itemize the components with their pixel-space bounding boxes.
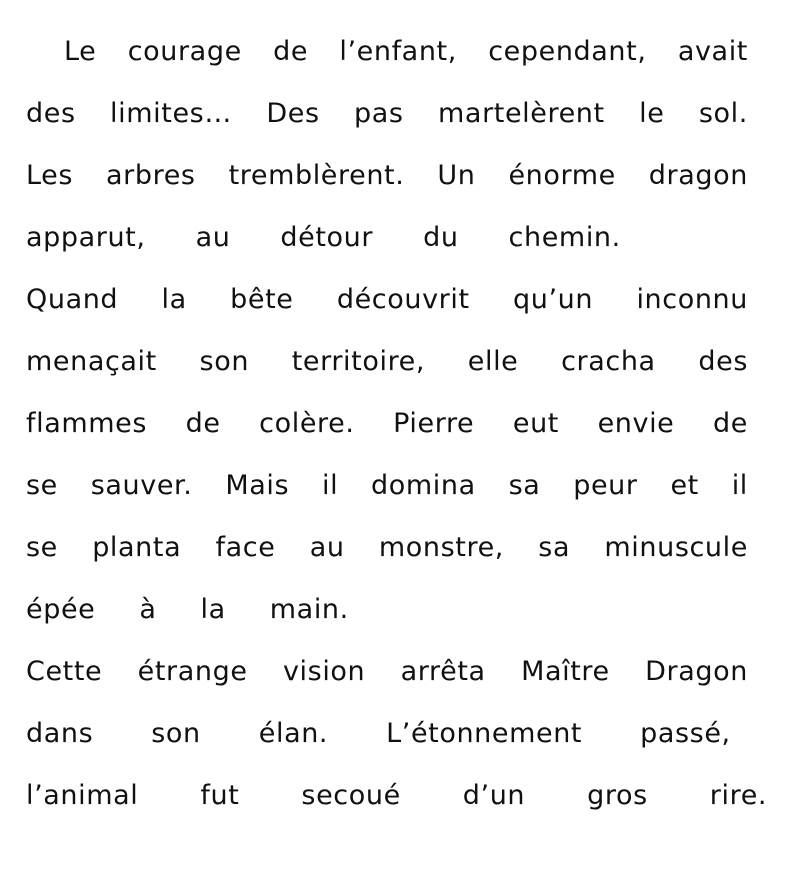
word: dragon	[648, 159, 748, 191]
word: la	[200, 593, 226, 625]
word: gros	[587, 779, 648, 811]
word: L’étonnement	[386, 717, 583, 749]
word: son	[199, 345, 250, 377]
word: épée	[26, 593, 96, 625]
word: vision	[282, 655, 366, 687]
text-line	[26, 268, 748, 330]
word: il	[731, 469, 748, 501]
word: cracha	[561, 345, 656, 377]
text-line	[26, 206, 748, 268]
text-line	[26, 392, 748, 454]
word: Un	[437, 159, 476, 191]
word: martelèrent	[438, 97, 605, 129]
word: pas	[354, 97, 404, 129]
word: il	[321, 469, 339, 501]
word: monstre,	[378, 531, 504, 563]
word: flammes	[26, 407, 148, 439]
word: limites…	[110, 97, 232, 129]
word: planta	[92, 531, 182, 563]
word: d’un	[462, 779, 526, 811]
text-line	[26, 702, 748, 764]
story-text	[26, 20, 768, 826]
word: courage	[127, 35, 242, 67]
word: l’enfant,	[339, 35, 457, 67]
word: secoué	[301, 779, 401, 811]
word: de	[273, 35, 309, 67]
word: face	[215, 531, 276, 563]
word: inconnu	[636, 283, 748, 315]
word: se	[26, 531, 58, 563]
word: main.	[269, 593, 349, 625]
word: menaçait	[26, 345, 157, 377]
word: détour	[280, 221, 374, 253]
word: élan.	[258, 717, 329, 749]
word: Dragon	[645, 655, 748, 687]
word: au	[195, 221, 231, 253]
word: domina	[371, 469, 476, 501]
word: sa	[538, 531, 571, 563]
word: dans	[26, 717, 94, 749]
word: la	[161, 283, 187, 315]
word: envie	[597, 407, 675, 439]
word: du	[423, 221, 459, 253]
text-line	[26, 764, 768, 826]
word: fut	[200, 779, 240, 811]
word: au	[309, 531, 345, 563]
word: de	[185, 407, 221, 439]
text-line	[26, 20, 748, 82]
word: arbres	[106, 159, 196, 191]
word: énorme	[508, 159, 616, 191]
word: Le	[64, 35, 97, 67]
word: minuscule	[604, 531, 748, 563]
text-line	[26, 82, 748, 144]
word: et	[670, 469, 699, 501]
word: sol.	[698, 97, 748, 129]
word: des	[698, 345, 748, 377]
word: sa	[508, 469, 541, 501]
word: arrêta	[400, 655, 486, 687]
word: Maître	[521, 655, 610, 687]
word: découvrit	[336, 283, 470, 315]
text-line	[26, 516, 748, 578]
word: son	[151, 717, 201, 749]
word: peur	[573, 469, 638, 501]
word: Cette	[26, 655, 103, 687]
word: apparut,	[26, 221, 146, 253]
word: cependant,	[488, 35, 647, 67]
text-line	[26, 454, 748, 516]
word: de	[712, 407, 748, 439]
word: Quand	[26, 283, 119, 315]
word: Les	[26, 159, 74, 191]
word: étrange	[137, 655, 248, 687]
word: territoire,	[291, 345, 426, 377]
text-line	[26, 330, 748, 392]
word: avait	[677, 35, 748, 67]
word: Mais	[225, 469, 290, 501]
word: des	[26, 97, 76, 129]
text-line	[26, 578, 748, 640]
word: se	[26, 469, 58, 501]
word: bête	[230, 283, 294, 315]
word: Pierre	[393, 407, 475, 439]
word: eut	[512, 407, 559, 439]
word: sauver.	[90, 469, 193, 501]
text-line	[26, 640, 748, 702]
word: Des	[266, 97, 320, 129]
word: passé,	[640, 717, 731, 749]
text-line	[26, 144, 748, 206]
word: rire.	[709, 779, 768, 811]
word: l’animal	[26, 779, 139, 811]
word: à	[139, 593, 157, 625]
word: elle	[467, 345, 519, 377]
word: colère.	[259, 407, 355, 439]
word: tremblèrent.	[228, 159, 405, 191]
word: le	[639, 97, 665, 129]
word: qu’un	[513, 283, 594, 315]
word: chemin.	[508, 221, 621, 253]
